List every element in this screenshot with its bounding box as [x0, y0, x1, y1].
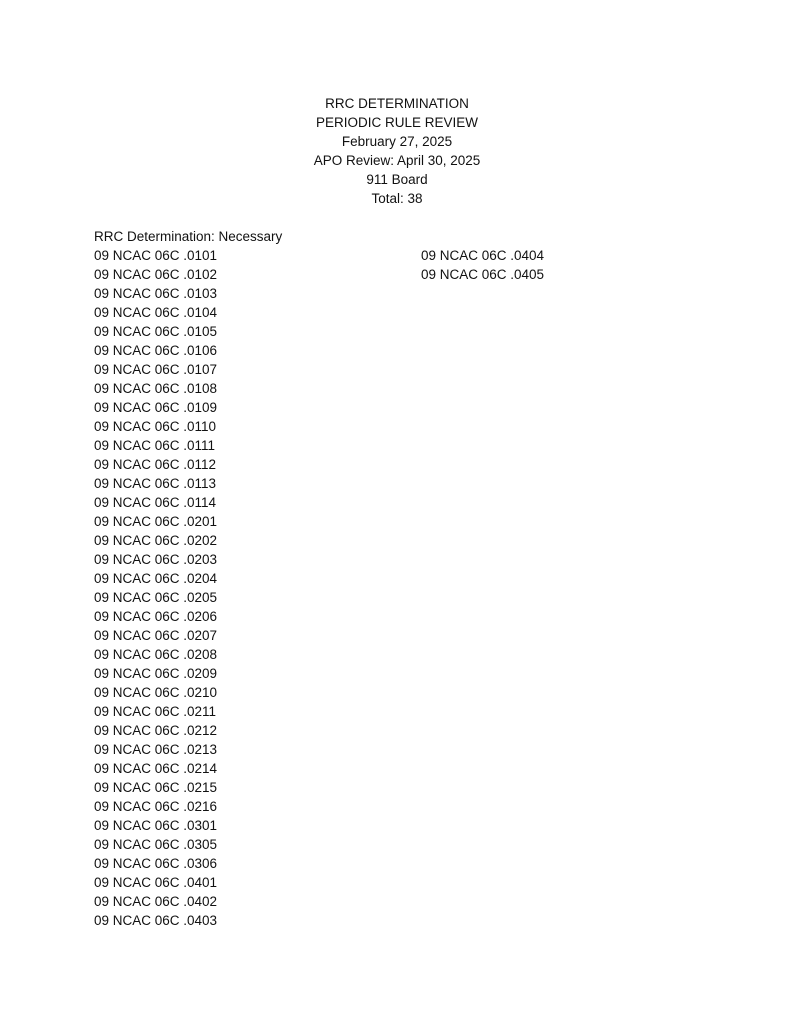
rule-item: 09 NCAC 06C .0202 [94, 533, 218, 548]
rule-item: 09 NCAC 06C .0103 [94, 286, 218, 301]
rule-item: 09 NCAC 06C .0112 [94, 457, 217, 472]
header-subtitle: PERIODIC RULE REVIEW [315, 115, 479, 130]
rule-item: 09 NCAC 06C .0405 [421, 267, 545, 282]
rule-item: 09 NCAC 06C .0104 [94, 305, 218, 320]
rule-item: 09 NCAC 06C .0203 [94, 552, 218, 567]
rule-item: 09 NCAC 06C .0201 [94, 514, 218, 529]
rule-item: 09 NCAC 06C .0306 [94, 856, 218, 871]
rule-item: 09 NCAC 06C .0106 [94, 343, 218, 358]
rule-item: 09 NCAC 06C .0111 [94, 438, 216, 453]
determination-section [94, 227, 714, 928]
rule-item: 09 NCAC 06C .0212 [94, 723, 218, 738]
rule-item: 09 NCAC 06C .0213 [94, 742, 218, 757]
rule-item: 09 NCAC 06C .0301 [94, 818, 218, 833]
rule-item: 09 NCAC 06C .0107 [94, 362, 218, 377]
rule-item: 09 NCAC 06C .0114 [94, 495, 217, 510]
rule-item: 09 NCAC 06C .0211 [94, 704, 217, 719]
header-agency: 911 Board [366, 172, 428, 187]
rule-item: 09 NCAC 06C .0102 [94, 267, 218, 282]
header-date: February 27, 2025 [341, 134, 453, 149]
rule-item: 09 NCAC 06C .0204 [94, 571, 218, 586]
rule-item: 09 NCAC 06C .0105 [94, 324, 218, 339]
rule-item: 09 NCAC 06C .0214 [94, 761, 218, 776]
rule-item: 09 NCAC 06C .0216 [94, 799, 218, 814]
rule-item: 09 NCAC 06C .0305 [94, 837, 218, 852]
rule-item: 09 NCAC 06C .0205 [94, 590, 218, 605]
header-title: RRC DETERMINATION [325, 96, 469, 111]
rule-item: 09 NCAC 06C .0206 [94, 609, 218, 624]
header-total: Total: 38 [371, 191, 423, 206]
rule-item: 09 NCAC 06C .0110 [94, 419, 217, 434]
document-header [0, 94, 794, 208]
rule-item: 09 NCAC 06C .0215 [94, 780, 218, 795]
rule-item: 09 NCAC 06C .0109 [94, 400, 218, 415]
section-heading: RRC Determination: Necessary [94, 229, 283, 244]
rule-item: 09 NCAC 06C .0404 [421, 248, 545, 263]
rule-item: 09 NCAC 06C .0108 [94, 381, 218, 396]
header-apo-review: APO Review: April 30, 2025 [313, 153, 481, 168]
rule-item: 09 NCAC 06C .0101 [94, 248, 218, 263]
rule-list-right [421, 246, 544, 284]
rule-item: 09 NCAC 06C .0207 [94, 628, 218, 643]
rule-item: 09 NCAC 06C .0208 [94, 647, 218, 662]
rule-item: 09 NCAC 06C .0403 [94, 913, 218, 928]
rule-list-left [94, 246, 217, 930]
rule-item: 09 NCAC 06C .0401 [94, 875, 218, 890]
rule-item: 09 NCAC 06C .0209 [94, 666, 218, 681]
rule-item: 09 NCAC 06C .0210 [94, 685, 218, 700]
rule-item: 09 NCAC 06C .0402 [94, 894, 218, 909]
rule-item: 09 NCAC 06C .0113 [94, 476, 217, 491]
